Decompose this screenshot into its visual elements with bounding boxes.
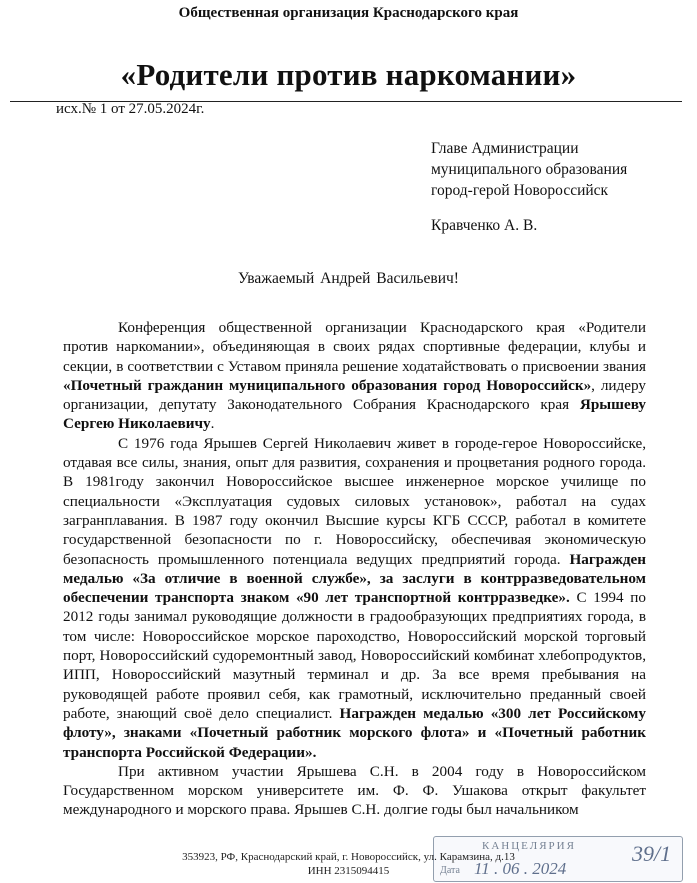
addressee-line: Главе Администрации xyxy=(431,140,579,157)
paragraph-1: Конференция общественной организации Краснодарского края «Родители против наркомании», объединяющая в своих рядах спортивные федерации, клубы и секции, в соответствии с Уставом приняла решение ходатайствовать о присвоении звания «Почетный гражданин муниципального образования город Новороссийск», лидеру организации, депутату Законодательного Собрания Краснодарского края Ярышеву Сергею Николаевичу. xyxy=(63,319,646,433)
stamp-date: 11 . 06 . 2024 xyxy=(474,859,567,878)
stamp-title: КАНЦЕЛЯРИЯ xyxy=(482,840,576,852)
outgoing-number: исх.№ 1 от 27.05.2024г. xyxy=(56,101,205,117)
footer xyxy=(0,850,697,878)
footer-inn: ИНН 2315094415 xyxy=(307,865,390,877)
paragraph-2: С 1976 года Ярышев Сергей Николаевич живет в городе-герое Новороссийске, отдавая все силы, знания, опыт для развития, сохранения и процветания родного города. В 1981году закончил Новороссийское высшее инженерное морское училище по специальности «Эксплуатация судовых силовых установок», работал на судах загранплавания. В 1987 году окончил Высшие курсы КГБ СССР, работал в комитете государственной безопасности по г. Новороссийску, обеспечивая экономическую безопасность промышленного потенциала ведущих предприятий города. Награжден медалью «За отличие в военной службе», за заслуги в контрразведовательном обеспечении транспорта знаком «90 лет транспортной контрразведке». С 1994 по 2012 годы занимал руководящие должности в градообразующих предприятиях города, в том числе: Новороссийское морское пароходство, Новороссийский морской торговый порт, Новороссийский судоремонтный завод, Новороссийский комбинат хлебопродуктов, ИПП, Новороссийский мазутный терминал и др. За все время пребывания на руководящей работе проявил себя, как грамотный, исключительно преданный своей работе, знающий своё дело специалист. Награжден медалью «300 лет Российскому флоту», знаками «Почетный работник морского флота» и «Почетный работник транспорта Российской Федерации». xyxy=(63,434,646,761)
addressee-line: муниципального образования xyxy=(431,161,628,178)
organization-name: Общественная организация Краснодарского края xyxy=(178,5,519,21)
salutation: Уважаемый Андрей Васильевич! xyxy=(238,270,459,287)
footer-address: 353923, РФ, Краснодарский край, г. Новороссийск, ул. Карамзина, д.13 xyxy=(182,851,515,863)
addressee-name: Кравченко А. В. xyxy=(431,217,538,234)
organization-title: «Родители против наркомании» xyxy=(120,57,577,92)
stamp-date-label: Дата xyxy=(440,865,460,876)
stamp-number: 39/1 xyxy=(632,841,672,866)
addressee-block xyxy=(431,138,627,201)
paragraph-3: При активном участии Ярышева С.Н. в 2004 году в Новороссийском Государственном морском университете им. Ф. Ф. Ушакова открыт факультет международного и морского права. Ярышев С.Н. долгие годы был начальником xyxy=(63,762,646,819)
letter-body xyxy=(63,318,646,820)
addressee-line: город-герой Новороссийск xyxy=(431,182,609,199)
